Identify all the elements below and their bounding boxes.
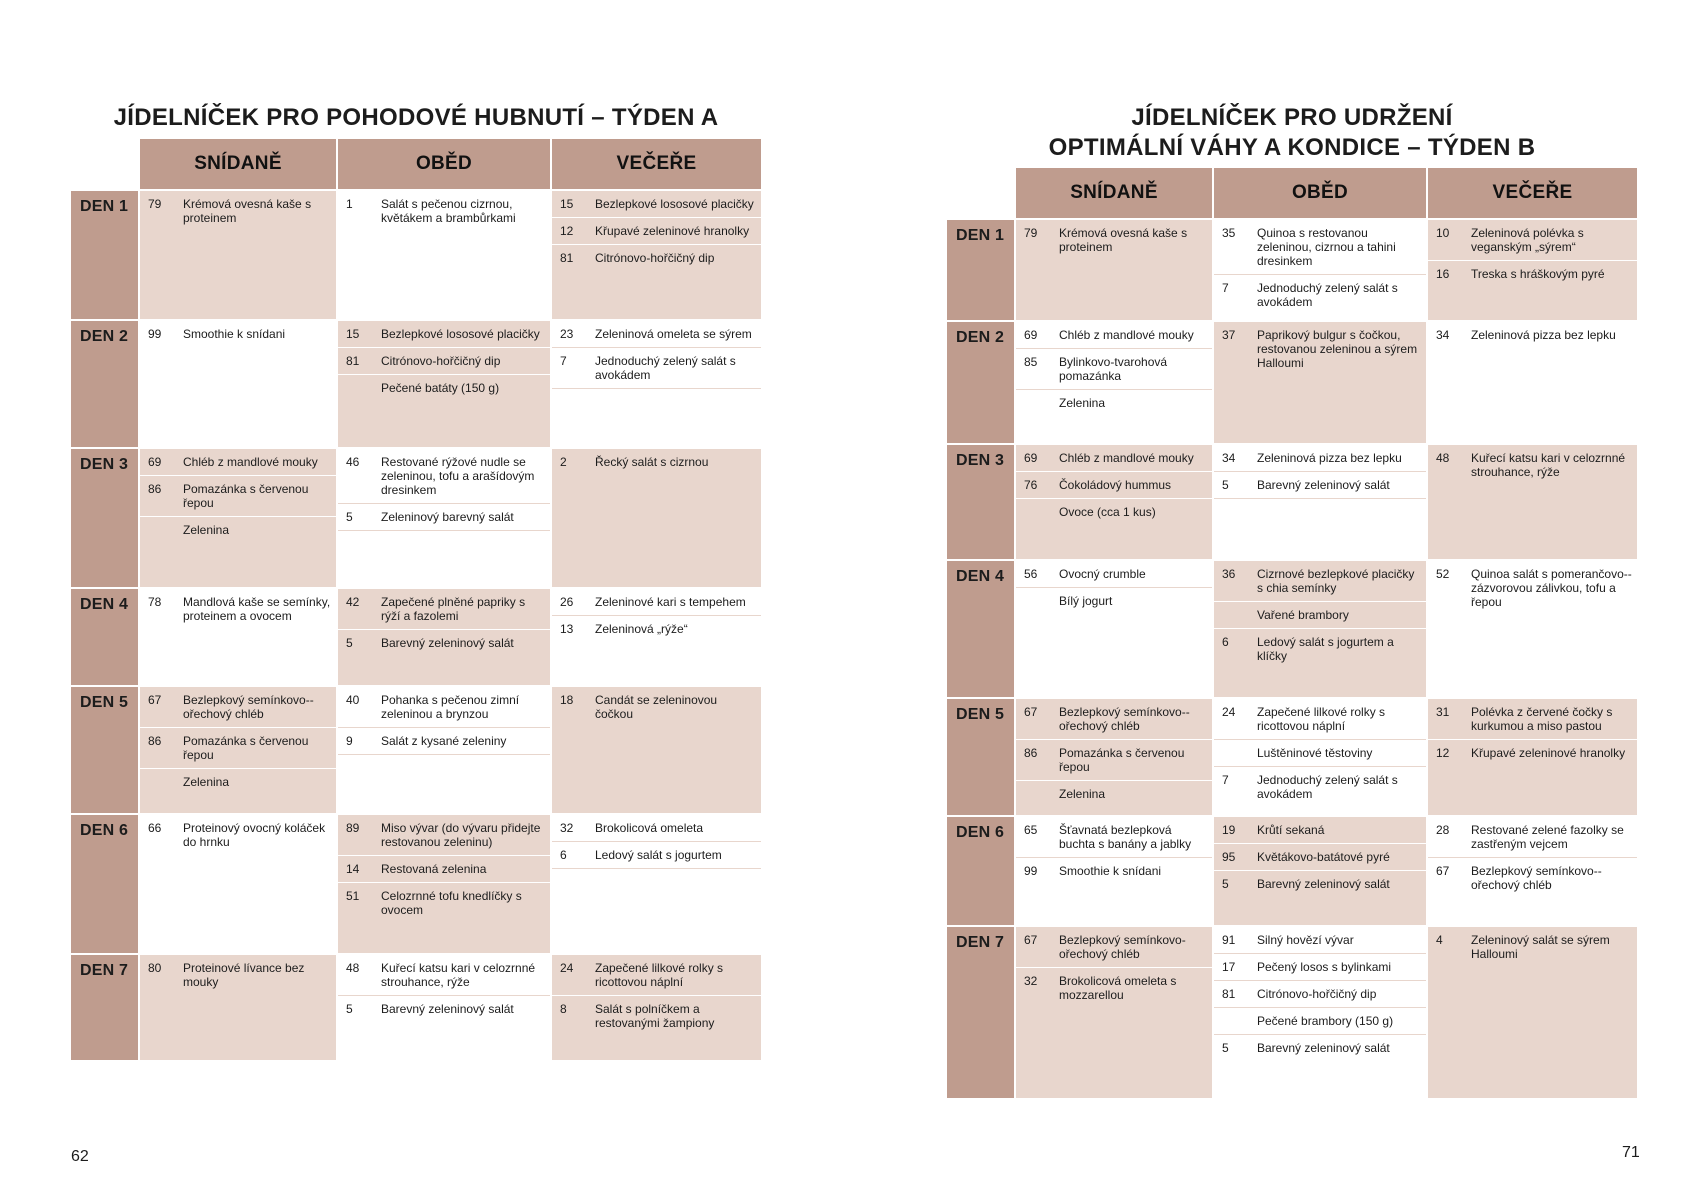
meal-item: 12 Křupavé zeleninové hranolky — [1428, 739, 1637, 766]
meal-item: 37 Paprikový bulgur s čočkou, restovanou zeleninou a sýrem Halloumi — [1222, 328, 1418, 370]
lunch-cell — [337, 686, 551, 814]
page-right — [947, 103, 1637, 1098]
breakfast-cell — [1015, 321, 1213, 444]
meal-item: 69 Chléb z mandlové mouky — [1024, 328, 1194, 342]
dinner-cell — [551, 190, 761, 320]
breakfast-cell — [1015, 560, 1213, 698]
meal-item: 52 Quinoa salát s pomerančovo--zázvorovou zálivkou, tofu a řepou — [1436, 567, 1632, 609]
header-lunch: OBĚD — [1213, 168, 1427, 219]
meal-item: Luštěninové těstoviny — [1214, 739, 1426, 766]
meal-item: 9 Salát z kysané zeleniny — [338, 727, 550, 754]
meal-item: 66 Proteinový ovocný koláček do hrnku — [148, 821, 326, 849]
meal-item: Zelenina — [140, 516, 336, 543]
breakfast-cell — [139, 954, 337, 1060]
meal-item: 5 Barevný zeleninový salát — [1214, 471, 1426, 498]
meal-item: 48 Kuřecí katsu kari v celozrnné strouhance, rýže — [346, 961, 536, 989]
meal-item: 86 Pomazánka s červenou řepou — [140, 727, 336, 768]
meal-item: Zelenina — [140, 768, 336, 795]
meal-item: 81 Citrónovo-hořčičný dip — [552, 244, 761, 271]
dinner-cell — [1427, 444, 1637, 560]
lunch-cell — [337, 320, 551, 448]
title-line: OPTIMÁLNÍ VÁHY A KONDICE – TÝDEN B — [1048, 134, 1536, 161]
meal-item: Pečené batáty (150 g) — [338, 374, 550, 401]
header-breakfast: SNÍDANĚ — [139, 139, 337, 190]
meal-item: 99 Smoothie k snídani — [148, 327, 286, 341]
meal-item: 34 Zeleninová pizza bez lepku — [1222, 451, 1402, 465]
meal-item: 69 Chléb z mandlové mouky — [148, 455, 318, 469]
dinner-cell — [1427, 816, 1637, 926]
meal-item: 32 Brokolicová omeleta — [560, 821, 704, 835]
meal-item: 36 Cizrnové bezlepkové placičky s chia semínky — [1222, 567, 1415, 595]
meal-item: 79 Krémová ovesná kaše s proteinem — [1024, 226, 1188, 254]
meal-item: 46 Restované rýžové nudle se zeleninou, tofu a arašídovým dresinkem — [346, 455, 535, 497]
dinner-cell — [551, 814, 761, 954]
lunch-cell — [1213, 926, 1427, 1098]
meal-item: 24 Zapečené lilkové rolky s ricottovou náplní — [1222, 705, 1386, 733]
breakfast-cell — [1015, 698, 1213, 816]
breakfast-cell — [1015, 219, 1213, 321]
meal-item: Zelenina — [1016, 389, 1212, 416]
meal-item: 32 Brokolicová omeleta s mozzarellou — [1016, 967, 1212, 1008]
meal-item: 67 Bezlepkový semínkovo-ořechový chléb — [1024, 933, 1186, 961]
meal-item: Pečené brambory (150 g) — [1214, 1007, 1426, 1034]
dinner-cell — [551, 954, 761, 1060]
meal-item: 19 Krůtí sekaná — [1222, 823, 1325, 837]
meal-item: 69 Chléb z mandlové mouky — [1024, 451, 1194, 465]
meal-item: 7 Jednoduchý zelený salát s avokádem — [1214, 766, 1426, 807]
day-label: DEN 3 — [947, 444, 1015, 560]
day-label: DEN 7 — [947, 926, 1015, 1098]
header-blank — [71, 139, 139, 190]
lunch-cell — [1213, 560, 1427, 698]
meal-item — [1214, 498, 1426, 511]
day-label: DEN 4 — [71, 588, 139, 686]
lunch-cell — [1213, 444, 1427, 560]
dinner-cell — [1427, 926, 1637, 1098]
meal-item: 18 Candát se zeleninovou čočkou — [560, 693, 718, 721]
meal-item: 80 Proteinové lívance bez mouky — [148, 961, 305, 989]
meal-item — [338, 530, 550, 543]
day-label: DEN 4 — [947, 560, 1015, 698]
meal-item: Ovoce (cca 1 kus) — [1016, 498, 1212, 525]
meal-item: 65 Šťavnatá bezlepková buchta s banány a jablky — [1024, 823, 1192, 851]
meal-item: 12 Křupavé zeleninové hranolky — [552, 217, 761, 244]
meal-item: 16 Treska s hráškovým pyré — [1428, 260, 1637, 287]
page-title: JÍDELNÍČEK PRO POHODOVÉ HUBNUTÍ – TÝDEN A — [113, 104, 719, 131]
breakfast-cell — [1015, 444, 1213, 560]
day-label: DEN 1 — [71, 190, 139, 320]
day-label: DEN 3 — [71, 448, 139, 588]
meal-item: 89 Miso vývar (do vývaru přidejte restovanou zeleninu) — [346, 821, 541, 849]
meal-item — [552, 868, 761, 881]
meal-item: 31 Polévka z červené čočky s kurkumou a miso pastou — [1436, 705, 1613, 733]
page-title — [947, 103, 1637, 168]
day-label: DEN 2 — [71, 320, 139, 448]
meal-item: 5 Barevný zeleninový salát — [338, 629, 550, 656]
meal-item: 35 Quinoa s restovanou zeleninou, cizrnou a tahini dresinkem — [1222, 226, 1396, 268]
meal-item: 7 Jednoduchý zelený salát s avokádem — [552, 347, 761, 388]
meal-item: 85 Bylinkovo-tvarohová pomazánka — [1016, 348, 1212, 389]
lunch-cell — [337, 954, 551, 1060]
meal-item: 67 Bezlepkový semínkovo--ořechový chléb — [148, 693, 314, 721]
meal-item: 48 Kuřecí katsu kari v celozrnné strouhance, rýže — [1436, 451, 1626, 479]
meal-item: 24 Zapečené lilkové rolky s ricottovou náplní — [560, 961, 724, 989]
meal-item: 15 Bezlepkové lososové placičky — [346, 327, 540, 341]
meal-item: 91 Silný hovězí vývar — [1222, 933, 1354, 947]
dinner-cell — [551, 588, 761, 686]
meal-item: 99 Smoothie k snídani — [1016, 857, 1212, 884]
breakfast-cell — [139, 320, 337, 448]
lunch-cell — [1213, 219, 1427, 321]
header-lunch: OBĚD — [337, 139, 551, 190]
meal-item: 6 Ledový salát s jogurtem — [552, 841, 761, 868]
lunch-cell — [1213, 698, 1427, 816]
day-label: DEN 5 — [947, 698, 1015, 816]
meal-item — [552, 388, 761, 401]
meal-plan-table — [71, 139, 761, 1060]
meal-item: 17 Pečený losos s bylinkami — [1214, 953, 1426, 980]
meal-item — [338, 754, 550, 767]
lunch-cell — [337, 448, 551, 588]
header-breakfast: SNÍDANĚ — [1015, 168, 1213, 219]
meal-item: 1 Salát s pečenou cizrnou, květákem a brambůrkami — [346, 197, 516, 225]
meal-item: 10 Zeleninová polévka s veganským „sýrem“ — [1436, 226, 1584, 254]
lunch-cell — [337, 588, 551, 686]
breakfast-cell — [139, 190, 337, 320]
header-dinner: VEČEŘE — [1427, 168, 1637, 219]
meal-item: 4 Zeleninový salát se sýrem Halloumi — [1436, 933, 1610, 961]
day-label: DEN 7 — [71, 954, 139, 1060]
meal-item: 51 Celozrnné tofu knedlíčky s ovocem — [338, 882, 550, 923]
meal-item: 86 Pomazánka s červenou řepou — [140, 475, 336, 516]
meal-item: 5 Zeleninový barevný salát — [338, 503, 550, 530]
lunch-cell — [1213, 816, 1427, 926]
meal-item: 78 Mandlová kaše se semínky, proteinem a ovocem — [148, 595, 331, 623]
meal-item: 5 Barevný zeleninový salát — [1214, 1034, 1426, 1061]
dinner-cell — [1427, 560, 1637, 698]
lunch-cell — [337, 814, 551, 954]
meal-item: 40 Pohanka s pečenou zimní zeleninou a brynzou — [346, 693, 520, 721]
dinner-cell — [551, 448, 761, 588]
day-label: DEN 5 — [71, 686, 139, 814]
meal-item: 81 Citrónovo-hořčičný dip — [338, 347, 550, 374]
dinner-cell — [551, 320, 761, 448]
day-label: DEN 2 — [947, 321, 1015, 444]
meal-item: 95 Květákovo-batátové pyré — [1214, 843, 1426, 870]
meal-item: 79 Krémová ovesná kaše s proteinem — [148, 197, 312, 225]
meal-item: 81 Citrónovo-hořčičný dip — [1214, 980, 1426, 1007]
dinner-cell — [1427, 321, 1637, 444]
meal-item: 13 Zeleninová „rýže“ — [552, 615, 761, 642]
dinner-cell — [1427, 698, 1637, 816]
lunch-cell — [1213, 321, 1427, 444]
breakfast-cell — [1015, 926, 1213, 1098]
meal-item: Zelenina — [1016, 780, 1212, 807]
meal-plan-table — [947, 168, 1637, 1098]
meal-item: 56 Ovocný crumble — [1024, 567, 1146, 581]
meal-item: 67 Bezlepkový semínkovo--ořechový chléb — [1428, 857, 1637, 898]
meal-item: 23 Zeleninová omeleta se sýrem — [560, 327, 752, 341]
breakfast-cell — [1015, 816, 1213, 926]
title-line: JÍDELNÍČEK PRO UDRŽENÍ — [1131, 104, 1453, 131]
meal-item: 5 Barevný zeleninový salát — [338, 995, 550, 1022]
meal-item: Bílý jogurt — [1016, 587, 1212, 614]
meal-item: 67 Bezlepkový semínkovo--ořechový chléb — [1024, 705, 1190, 733]
meal-item: 42 Zapečené plněné papriky s rýží a fazolemi — [346, 595, 526, 623]
page-number: 62 — [71, 1148, 89, 1165]
lunch-cell — [337, 190, 551, 320]
page-left — [71, 103, 761, 1060]
meal-item: 86 Pomazánka s červenou řepou — [1016, 739, 1212, 780]
meal-item: 76 Čokoládový hummus — [1016, 471, 1212, 498]
header-dinner: VEČEŘE — [551, 139, 761, 190]
page-number: 71 — [1622, 1144, 1640, 1161]
dinner-cell — [551, 686, 761, 814]
dinner-cell — [1427, 219, 1637, 321]
meal-item: 5 Barevný zeleninový salát — [1214, 870, 1426, 897]
day-label: DEN 6 — [947, 816, 1015, 926]
breakfast-cell — [139, 588, 337, 686]
meal-item: 28 Restované zelené fazolky se zastřeným vejcem — [1436, 823, 1624, 851]
meal-item: 6 Ledový salát s jogurtem a klíčky — [1214, 628, 1426, 669]
meal-item: 7 Jednoduchý zelený salát s avokádem — [1214, 274, 1426, 315]
meal-item: 15 Bezlepkové lososové placičky — [560, 197, 754, 211]
meal-item: 14 Restovaná zelenina — [338, 855, 550, 882]
breakfast-cell — [139, 814, 337, 954]
meal-item: Vařené brambory — [1214, 601, 1426, 628]
breakfast-cell — [139, 686, 337, 814]
meal-item: 2 Řecký salát s cizrnou — [560, 455, 709, 469]
meal-item: 26 Zeleninové kari s tempehem — [560, 595, 746, 609]
meal-item: 34 Zeleninová pizza bez lepku — [1436, 328, 1616, 342]
day-label: DEN 1 — [947, 219, 1015, 321]
day-label: DEN 6 — [71, 814, 139, 954]
header-blank — [947, 168, 1015, 219]
breakfast-cell — [139, 448, 337, 588]
meal-item: 8 Salát s polníčkem a restovanými žampiony — [552, 995, 761, 1036]
